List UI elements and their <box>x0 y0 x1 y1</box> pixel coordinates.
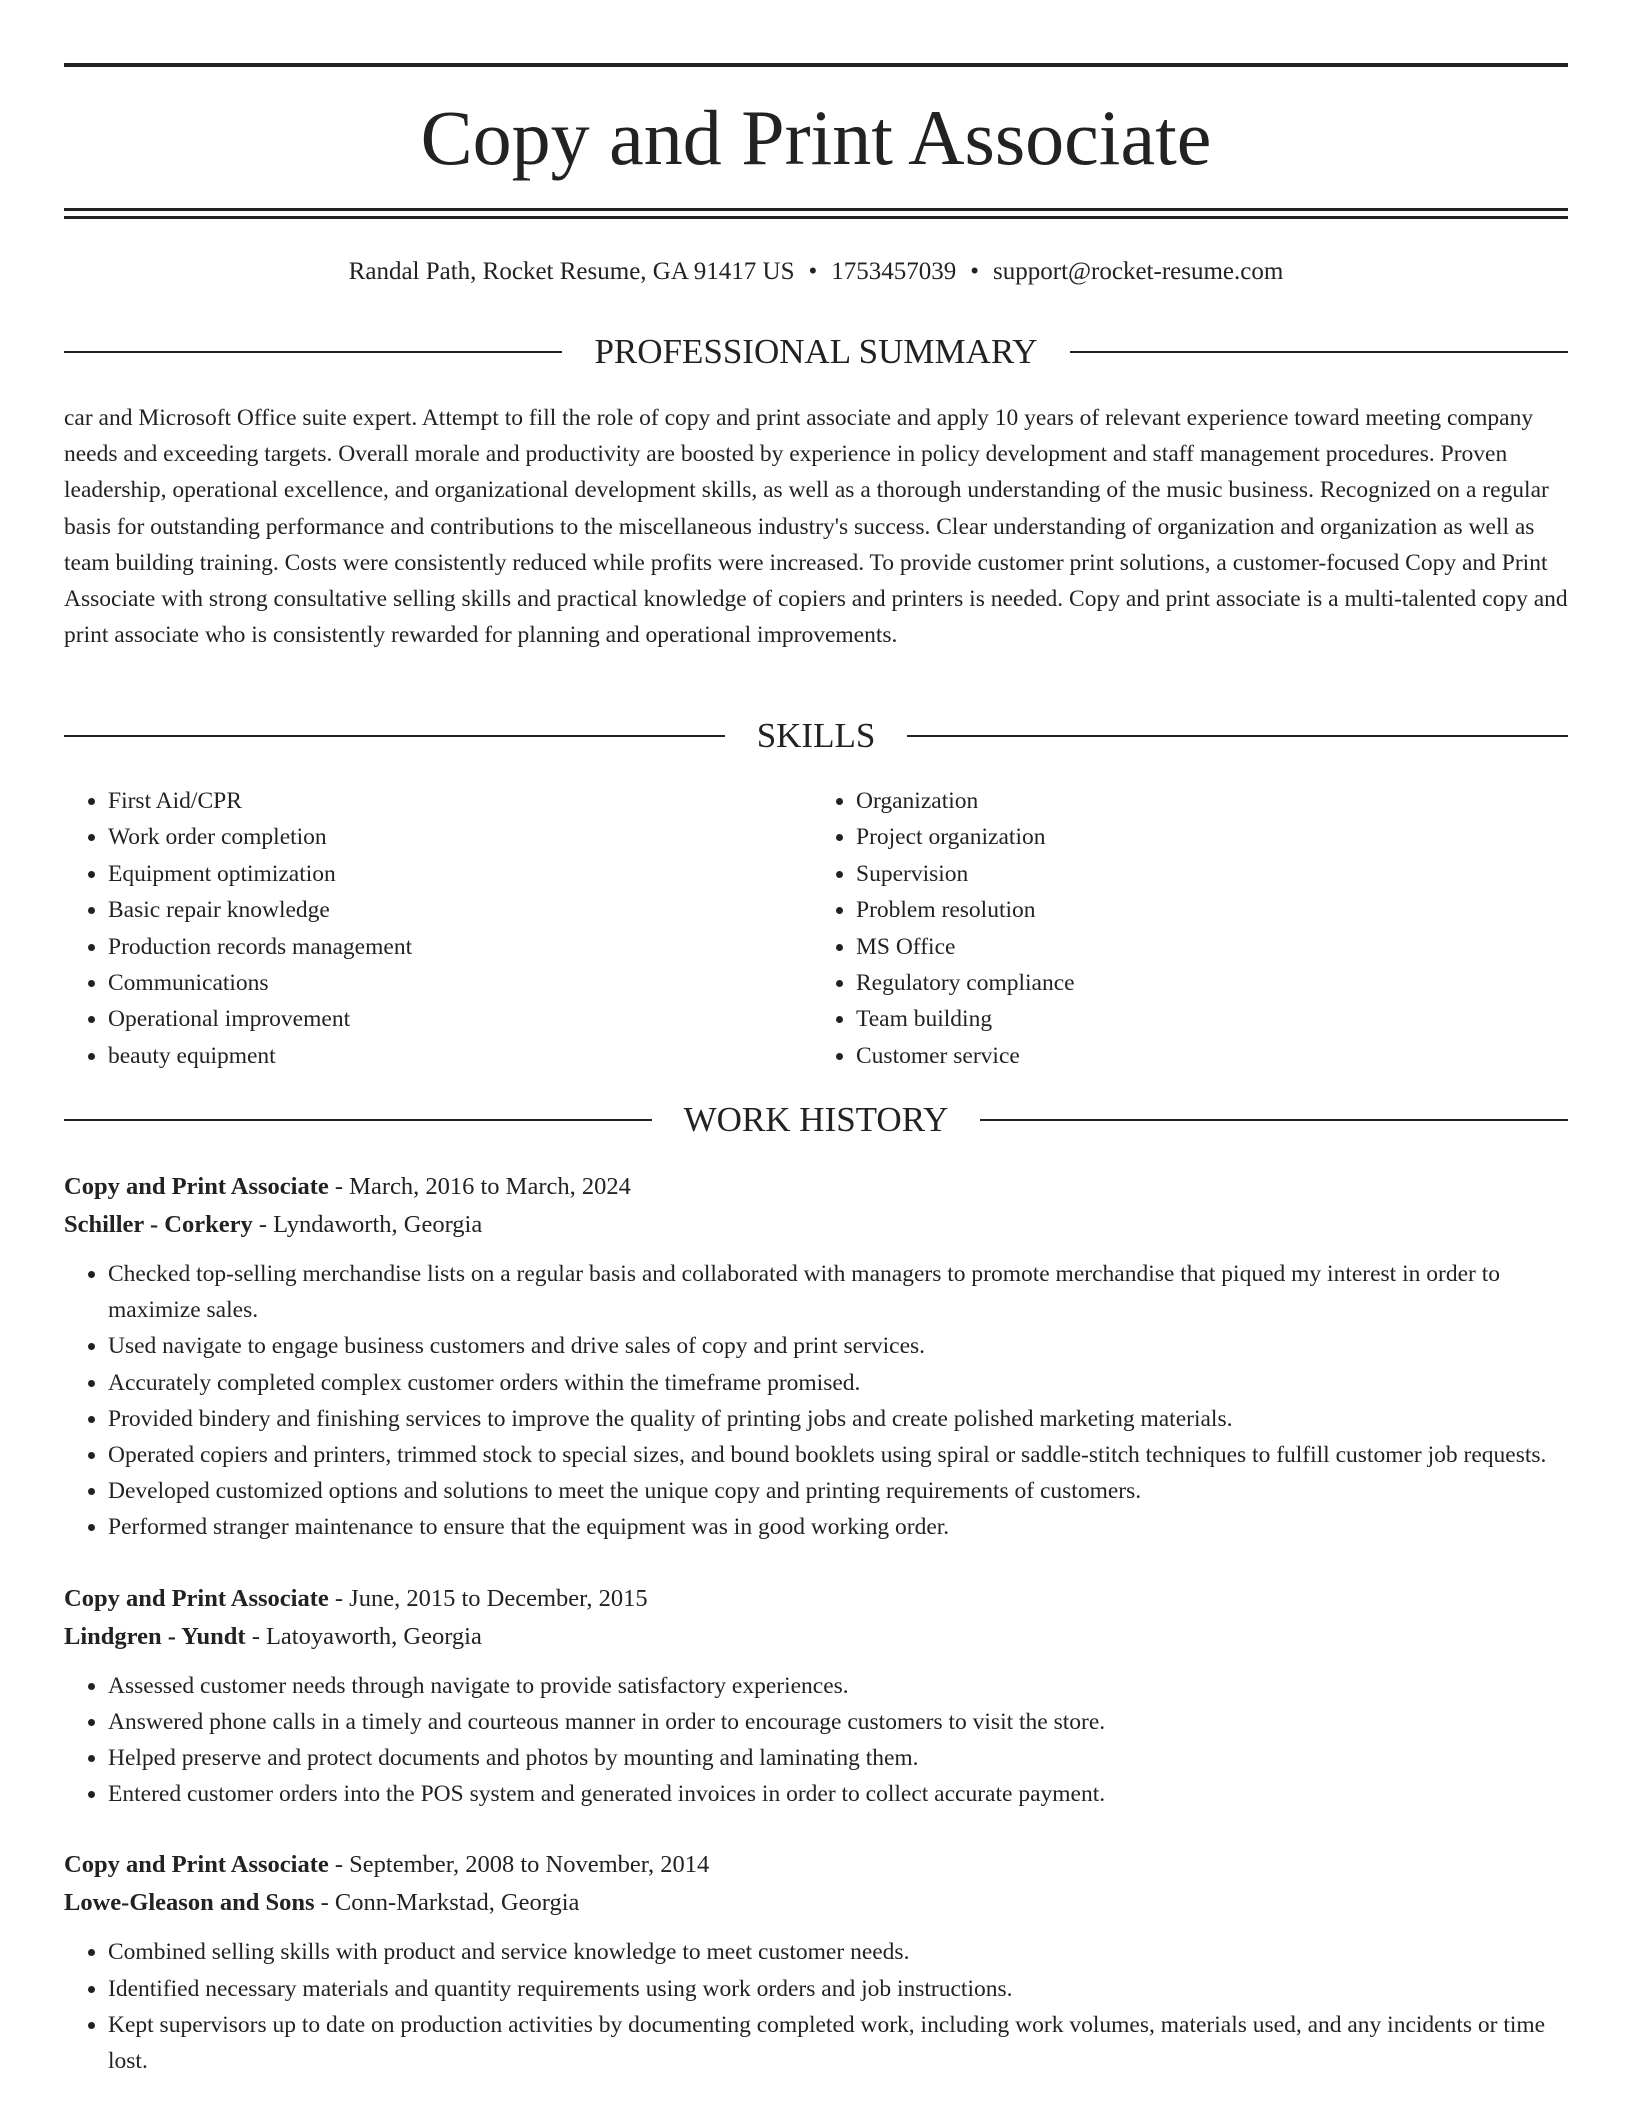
job-title-line <box>64 1168 1568 1206</box>
job-bullet: • Developed customized options and solutions to meet the unique copy and printing requirements of customers. <box>108 1473 1568 1509</box>
skills-column-right <box>806 783 1554 1074</box>
job-bullet: • Answered phone calls in a timely and courteous manner in order to encourage customers to visit the store. <box>108 1704 1568 1740</box>
job-bullet: • Kept supervisors up to date on production activities by documenting completed work, including work volumes, materials used, and any incidents or time lost. <box>108 2007 1568 2079</box>
skill-item: • Work order completion <box>108 819 806 855</box>
job-bullet: • Provided bindery and finishing services to improve the quality of printing jobs and create polished marketing materials. <box>108 1401 1568 1437</box>
skill-item: • Project organization <box>856 819 1554 855</box>
job-bullet: • Identified necessary materials and quantity requirements using work orders and job instructions. <box>108 1971 1568 2007</box>
header-double-rule-lower <box>64 216 1568 219</box>
job-entry <box>64 1580 1568 1813</box>
job-bullet: • Accurately completed complex customer orders within the timeframe promised. <box>108 1365 1568 1401</box>
skills-column-left <box>64 783 806 1074</box>
job-bullets <box>64 1256 1568 1546</box>
skills-list <box>64 783 1568 1074</box>
section-rule-left <box>64 1119 652 1121</box>
job-title: Copy and Print Associate <box>64 1173 329 1200</box>
section-title-work-history: WORK HISTORY <box>683 1100 949 1139</box>
contact-separator: • <box>808 258 818 285</box>
job-location: - Lyndaworth, Georgia <box>252 1211 483 1238</box>
job-bullets <box>64 1668 1568 1813</box>
section-rule-right <box>980 1119 1568 1121</box>
section-header-work-history <box>64 1098 1568 1142</box>
job-bullet: • Used navigate to engage business customers and drive sales of copy and print services. <box>108 1328 1568 1364</box>
job-entry <box>64 1846 1568 2079</box>
skill-item: • beauty equipment <box>108 1038 806 1074</box>
header-double-rule-upper <box>64 208 1568 211</box>
job-dates: - September, 2008 to November, 2014 <box>328 1851 710 1879</box>
job-bullets <box>64 1934 1568 2079</box>
job-entry <box>64 1168 1568 1546</box>
section-header-summary <box>64 330 1568 374</box>
skill-item: • Customer service <box>856 1038 1554 1074</box>
job-bullet: • Entered customer orders into the POS system and generated invoices in order to collect accurate payment. <box>108 1776 1568 1812</box>
skill-item: • Team building <box>856 1001 1554 1037</box>
job-bullet: • Combined selling skills with product and service knowledge to meet customer needs. <box>108 1934 1568 1970</box>
skill-item: • Equipment optimization <box>108 856 806 892</box>
job-bullet: • Performed stranger maintenance to ensure that the equipment was in good working order. <box>108 1509 1568 1545</box>
contact-phone: 1753457039 <box>831 258 957 285</box>
skill-item: • Supervision <box>856 856 1554 892</box>
job-title-line <box>64 1580 1568 1618</box>
skill-item: • Problem resolution <box>856 892 1554 928</box>
skill-item: • Basic repair knowledge <box>108 892 806 928</box>
header-top-rule <box>64 63 1568 67</box>
job-bullet: • Assessed customer needs through navigate to provide satisfactory experiences. <box>108 1668 1568 1704</box>
section-title-skills: SKILLS <box>756 716 876 755</box>
section-rule-left <box>64 351 562 353</box>
job-title: Copy and Print Associate <box>64 1584 329 1612</box>
job-company-line <box>64 1884 1568 1922</box>
job-company: Lindgren - Yundt <box>64 1622 246 1650</box>
job-bullet: • Helped preserve and protect documents and photos by mounting and laminating them. <box>108 1740 1568 1776</box>
skill-item: • MS Office <box>856 929 1554 965</box>
job-company: Schiller - Corkery <box>64 1211 253 1238</box>
skill-item: • First Aid/CPR <box>108 783 806 819</box>
section-title-summary: PROFESSIONAL SUMMARY <box>594 332 1038 371</box>
contact-line <box>64 254 1568 290</box>
skill-item: • Production records management <box>108 929 806 965</box>
summary-text: car and Microsoft Office suite expert. Attempt to fill the role of copy and print associate and apply 10 years of relevant experience toward meeting company needs and exceeding targets. Overall morale and productivity are boosted by experience in policy development and staff management procedures. Proven leadership, operational excellence, and organizational development skills, as well as a thorough understanding of the music business. Recognized on a regular basis for outstanding performance and contributions to the miscellaneous industry's success. Clear understanding of organization and organization as well as team building training. Costs were consistently reduced while profits were increased. To provide customer print solutions, a customer-focused Copy and Print Associate with strong consultative selling skills and practical knowledge of copiers and printers is needed. Copy and print associate is a multi-talented copy and print associate who is consistently rewarded for planning and operational improvements. <box>64 405 1568 649</box>
job-dates: - March, 2016 to March, 2024 <box>328 1173 631 1200</box>
section-rule-right <box>1070 351 1568 353</box>
job-location: - Conn-Markstad, Georgia <box>314 1889 580 1917</box>
skill-item: • Regulatory compliance <box>856 965 1554 1001</box>
section-rule-right <box>907 735 1568 737</box>
contact-separator: • <box>970 258 980 285</box>
job-title: Copy and Print Associate <box>64 1851 329 1879</box>
contact-email: support@rocket-resume.com <box>993 258 1284 285</box>
job-title-line <box>64 1846 1568 1884</box>
skill-item: • Communications <box>108 965 806 1001</box>
skill-item: • Operational improvement <box>108 1001 806 1037</box>
section-rule-left <box>64 735 725 737</box>
job-bullet: • Operated copiers and printers, trimmed stock to special sizes, and bound booklets using spiral or saddle-stitch techniques to fulfill customer job requests. <box>108 1437 1568 1473</box>
page-title: Copy and Print Associate <box>420 94 1212 181</box>
job-company-line <box>64 1618 1568 1656</box>
job-company-line <box>64 1206 1568 1244</box>
section-header-skills <box>64 714 1568 758</box>
job-company: Lowe-Gleason and Sons <box>64 1889 315 1917</box>
job-dates: - June, 2015 to December, 2015 <box>328 1584 648 1612</box>
contact-address: Randal Path, Rocket Resume, GA 91417 US <box>348 258 795 285</box>
work-history-list <box>64 1168 1568 2113</box>
job-location: - Latoyaworth, Georgia <box>245 1622 482 1650</box>
job-bullet: • Checked top-selling merchandise lists on a regular basis and collaborated with managers to promote merchandise that piqued my interest in order to maximize sales. <box>108 1256 1568 1328</box>
skill-item: • Organization <box>856 783 1554 819</box>
